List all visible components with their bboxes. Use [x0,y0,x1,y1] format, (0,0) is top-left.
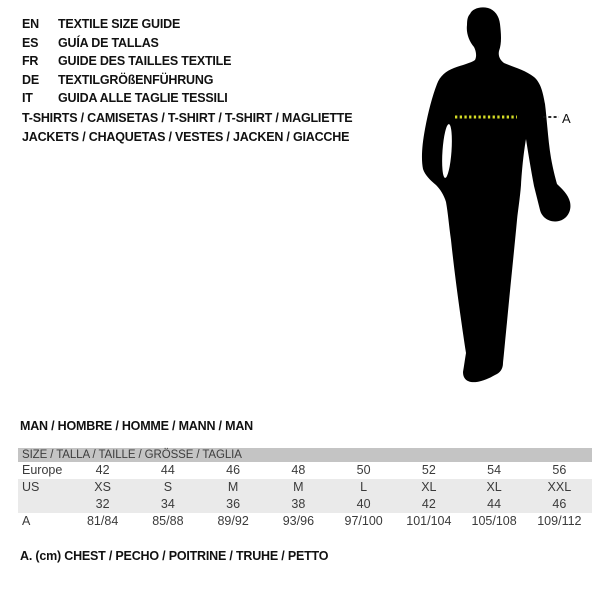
size-cell: XL [421,480,437,494]
row-label: Europe [22,463,63,477]
size-cell: XS [94,480,111,494]
size-cell: 89/92 [217,514,249,528]
size-cell: 42 [95,463,110,477]
table-row-chest-a [18,513,592,530]
language-row [22,89,231,108]
language-label: GUIDA ALLE TAGLIE TESSILI [58,91,228,105]
size-cell: 34 [160,497,175,511]
language-code: EN [22,17,39,31]
size-cell: 48 [291,463,306,477]
language-list [22,15,231,108]
size-table-header: SIZE / TALLA / TAILLE / GRÖSSE / TAGLIA [18,448,592,462]
language-label: GUIDE DES TAILLES TEXTILE [58,54,232,68]
size-cell: 46 [226,463,241,477]
size-cell: 46 [552,497,567,511]
size-cell: 101/104 [406,514,452,528]
language-code: IT [22,91,33,105]
language-code: DE [22,72,39,87]
size-cell: 44 [160,463,175,477]
language-label: GUÍA DE TALLAS [58,35,159,50]
language-row [22,52,231,71]
row-label [18,496,70,513]
measurement-footnote: A. (cm) CHEST / PECHO / POITRINE / TRUHE / PETTO [20,549,329,563]
man-silhouette [400,0,600,400]
language-code: ES [22,35,39,50]
size-cell: M [293,480,304,494]
category-line-tshirts: T-SHIRTS / CAMISETAS / T-SHIRT / T-SHIRT / MAGLIETTE [22,111,353,125]
size-cell: 93/96 [282,514,315,528]
size-cell: 42 [421,497,436,511]
row-label: US [22,480,40,494]
table-row-europe [18,462,592,479]
size-cell: 36 [226,497,241,511]
language-row [22,34,231,53]
language-label: TEXTILE SIZE GUIDE [58,17,181,31]
size-cell: 54 [487,463,502,477]
size-cell: XL [486,480,502,494]
size-cell: 44 [487,497,502,511]
size-cell: 32 [95,497,110,511]
size-cell: S [163,480,173,494]
gender-heading: MAN / HOMBRE / HOMME / MANN / MAN [20,419,253,433]
size-cell: L [360,480,368,494]
category-list [22,109,352,146]
size-cell: XXL [547,480,572,494]
size-cell: 52 [421,463,436,477]
size-cell: 50 [356,463,371,477]
category-line-jackets: JACKETS / CHAQUETAS / VESTES / JACKEN / GIACCHE [22,129,350,144]
language-label: TEXTILGRÖßENFÜHRUNG [58,72,214,87]
measure-label-a: A [562,111,571,126]
size-cell: 56 [552,463,567,477]
language-code: FR [22,54,39,68]
size-cell: 40 [356,497,371,511]
row-label: A [22,514,31,528]
table-row-numeric [18,496,592,513]
size-cell: 105/108 [471,514,517,528]
size-cell: 38 [291,497,306,511]
size-cell: 109/112 [537,514,582,528]
man-body-shape [422,7,570,382]
language-row [22,15,231,34]
language-row [22,71,231,90]
size-cell: M [227,480,239,494]
size-table [18,448,592,530]
size-cell: 85/88 [152,514,184,528]
size-cell: 97/100 [344,514,383,528]
size-cell: 81/84 [86,514,119,528]
table-row-us [18,479,592,496]
